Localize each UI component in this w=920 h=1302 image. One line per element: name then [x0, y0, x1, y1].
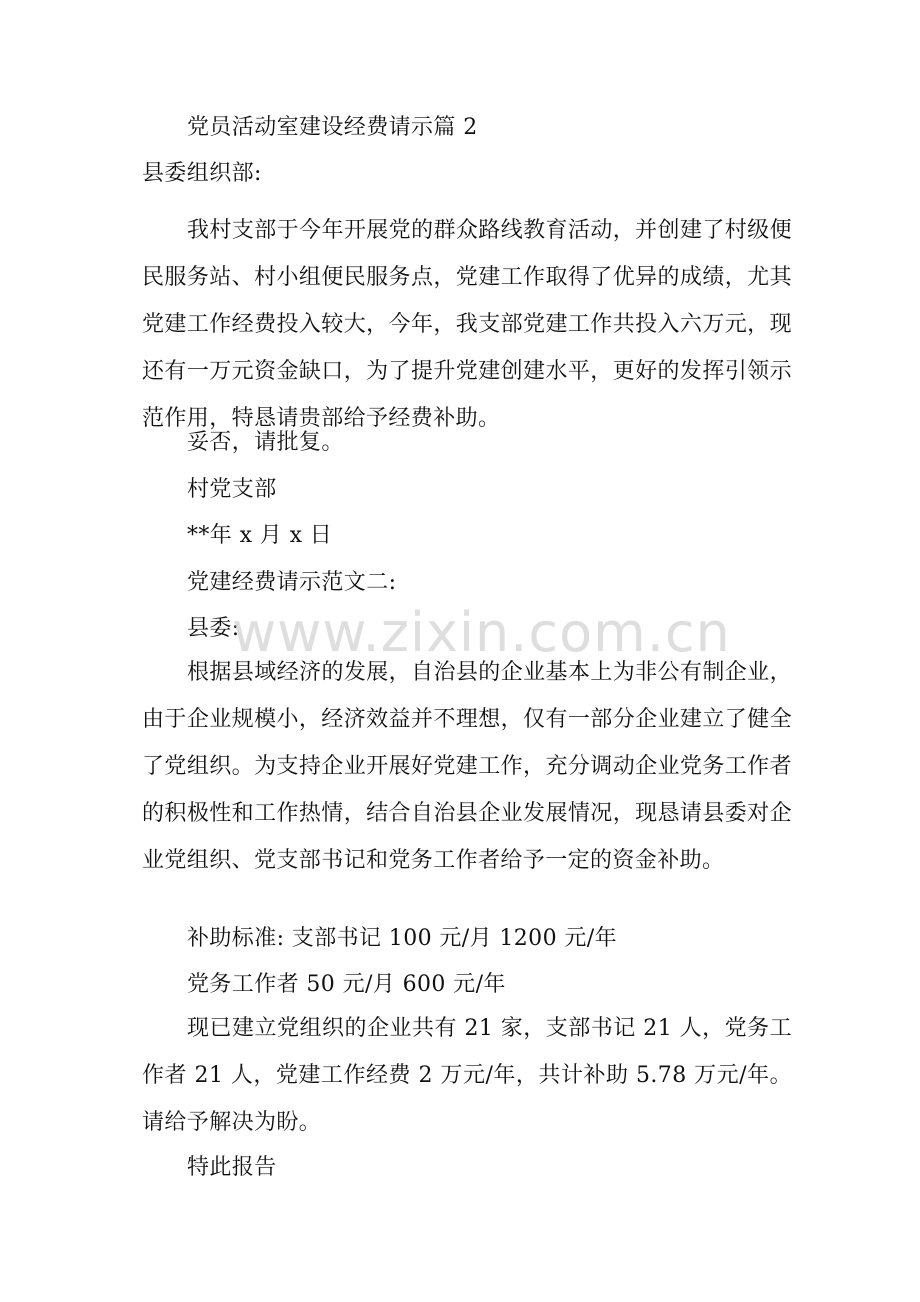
body-paragraph-enterprise-subsidy: 根据县域经济的发展，自治县的企业基本上为非公有制企业，由于企业规模小，经济效益并不理想，仅有一部分企业建立了健全了党组织。为支持企业开展好党建工作，充分调动企业党务工作者的积极性和工作热情，结合自治县企业发展情况，现恳请县委对企业党组织、党支部书记和党务工作者给予一定的资金补助。 — [142, 660, 792, 873]
site-watermark: www.zixin.com.cn — [232, 601, 731, 664]
document-title: 党员活动室建设经费请示篇 2 — [187, 115, 478, 140]
document-date: **年 x 月 x 日 — [187, 523, 333, 548]
signature-village-branch: 村党支部 — [187, 477, 277, 502]
party-worker-subsidy-line: 党务工作者 50 元/月 600 元/年 — [187, 972, 506, 997]
request-approval-line: 妥否，请批复。 — [187, 430, 344, 455]
section-title-sample-two: 党建经费请示范文二: — [187, 570, 397, 595]
addressee-county-committee: 县委: — [187, 616, 240, 641]
closing-line: 特此报告 — [187, 1155, 277, 1180]
body-paragraph-funding-request: 我村支部于今年开展党的群众路线教育活动，并创建了村级便民服务站、村小组便民服务点，党建工作取得了优异的成绩，尤其党建工作经费投入较大，今年，我支部党建工作共投入六万元，现还有一万元资金缺口，为了提升党建创建水平，更好的发挥引领示范作用，特恳请贵部给予经费补助。 — [142, 218, 792, 431]
body-paragraph-subsidy-totals: 现已建立党组织的企业共有 21 家，支部书记 21 人，党务工作者 21 人，党建工作经费 2 万元/年，共计补助 5.78 万元/年。请给予解决为盼。 — [142, 1016, 792, 1135]
addressee-county-organization-dept: 县委组织部: — [142, 161, 262, 186]
subsidy-standard-line: 补助标准: 支部书记 100 元/月 1200 元/年 — [187, 926, 617, 951]
